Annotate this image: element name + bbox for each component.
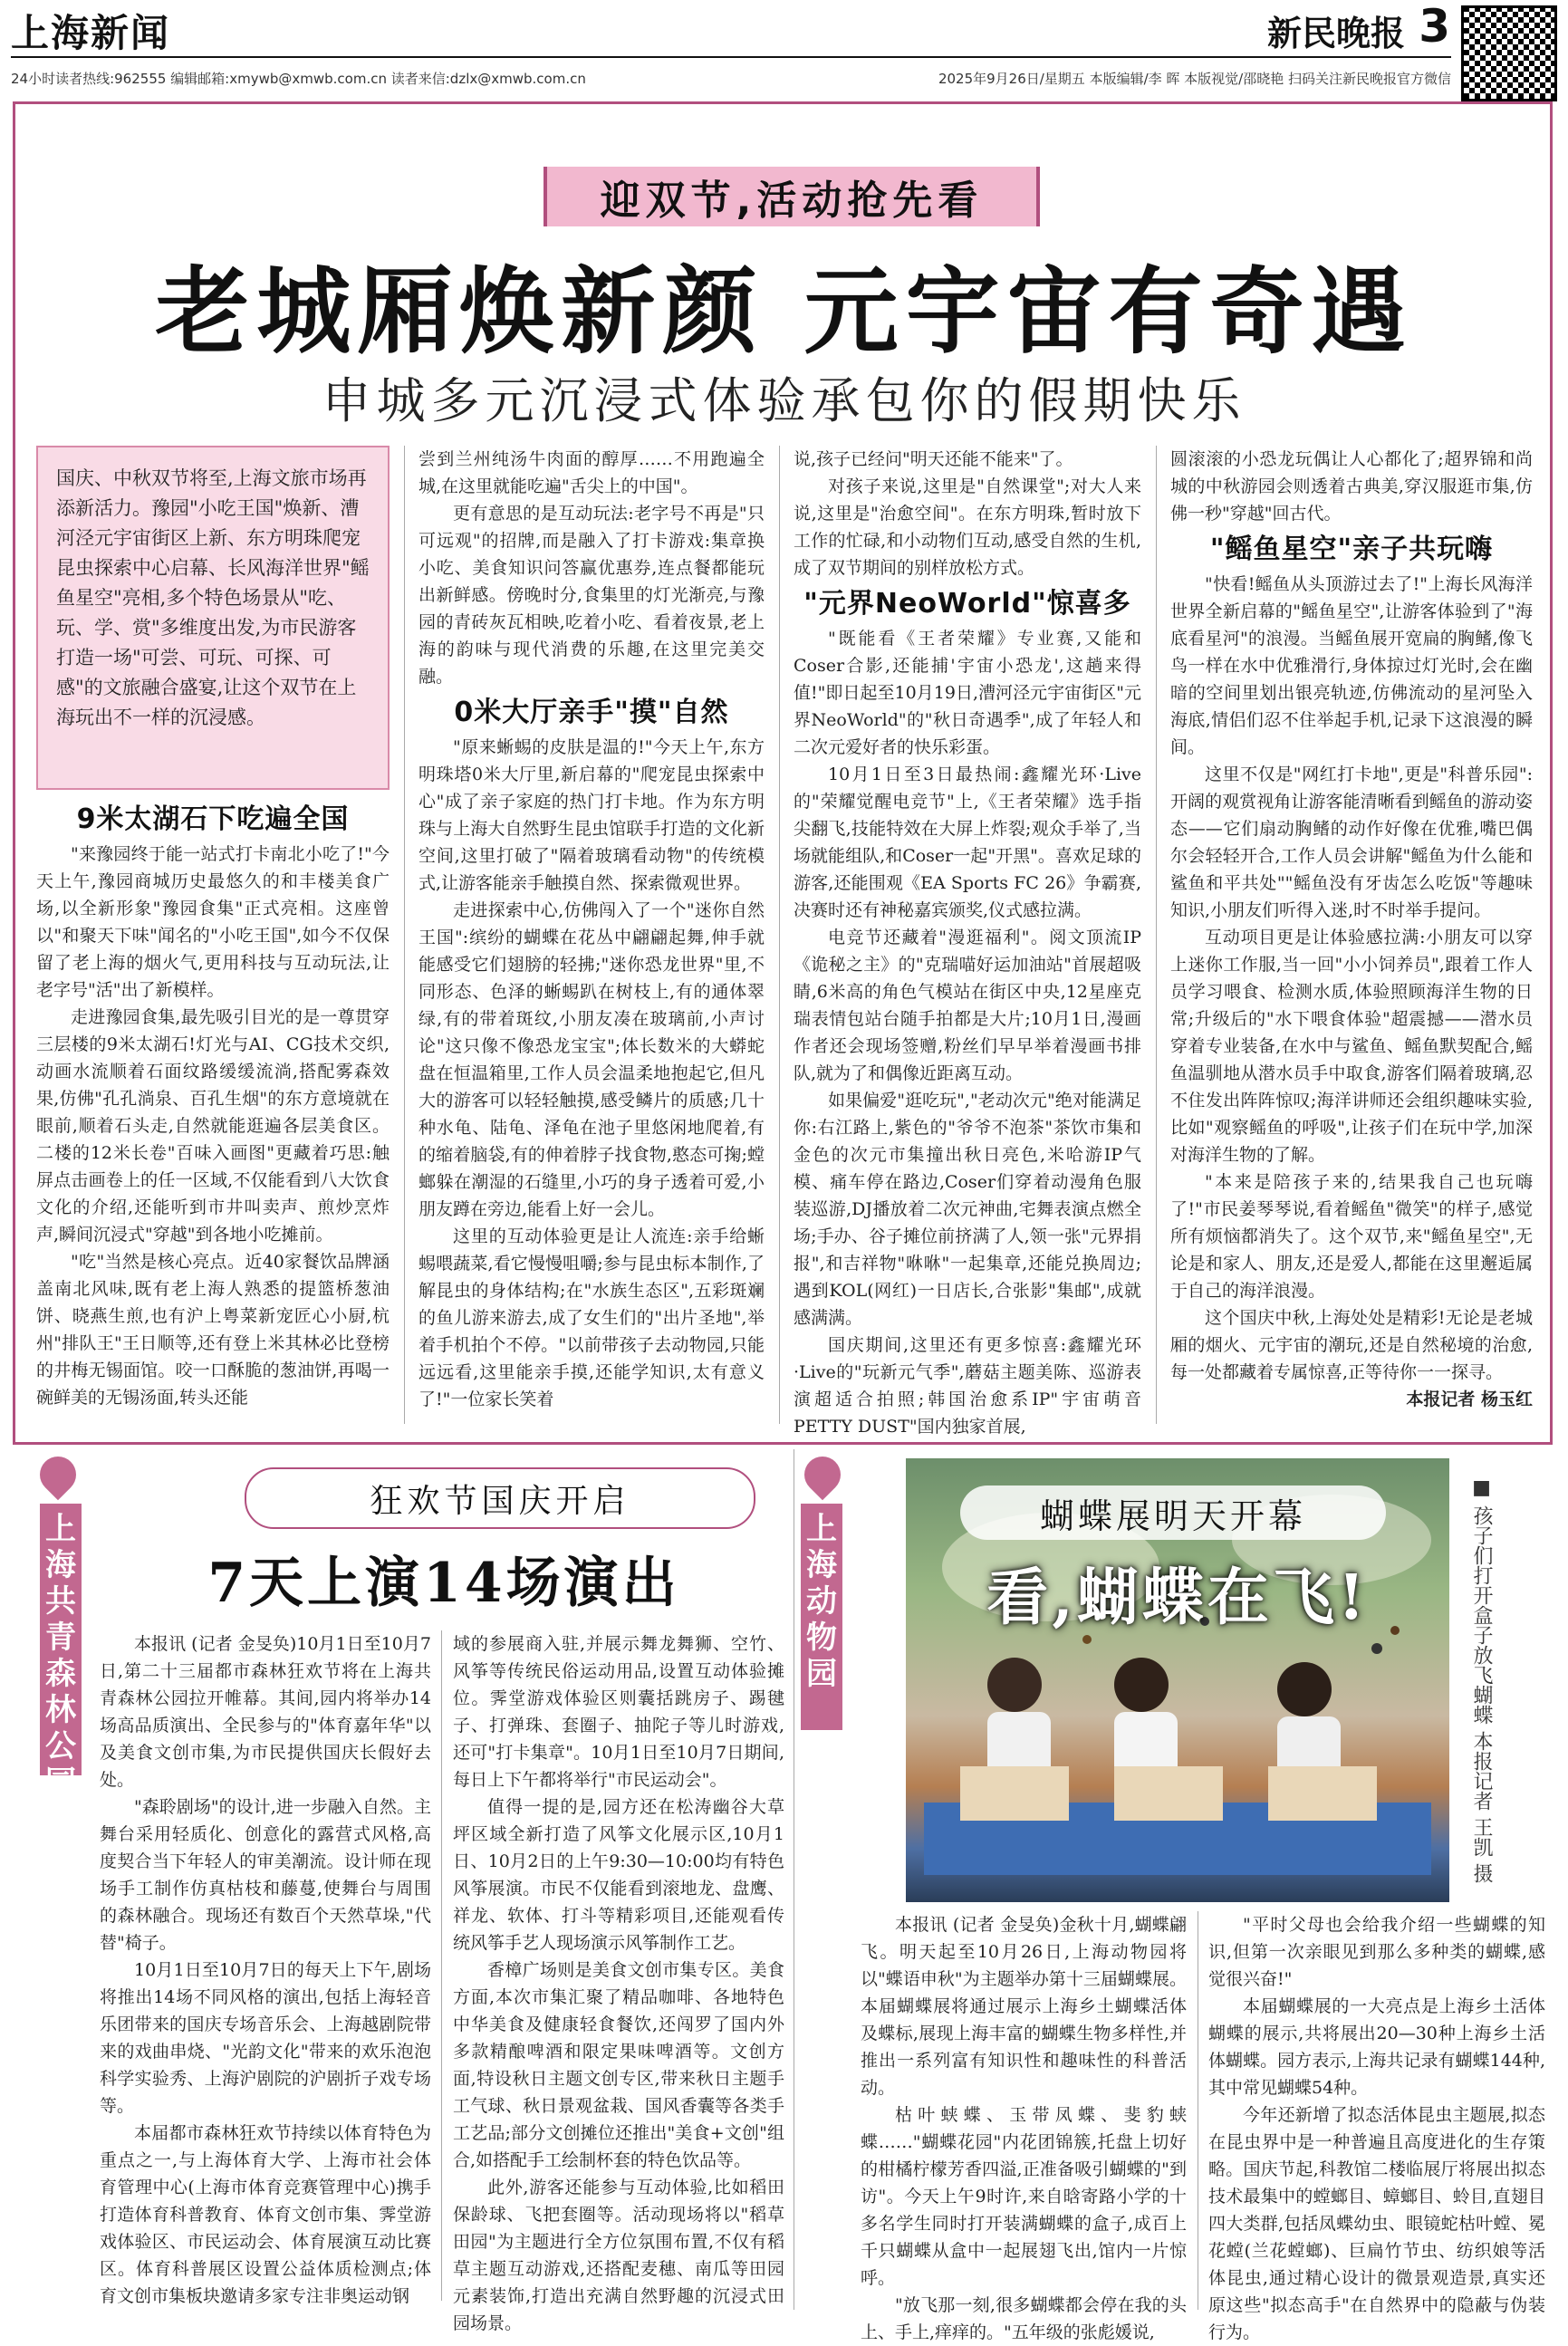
feature-column-4 bbox=[1170, 446, 1533, 1424]
feature-column-1 bbox=[36, 797, 390, 1422]
paragraph: "平时父母也会给我介绍一些蝴蝶的知识,但第一次亲眼见到那么多种类的蝴蝶,感觉很兴奋!" bbox=[1208, 1915, 1545, 1989]
reader-hotline: 24小时读者热线:962555 编辑邮箱:xmywb@xmwb.com.cn 读者来信:dzlx@xmwb.com.cn bbox=[11, 71, 586, 87]
article-deck: 蝴蝶展明天开幕 bbox=[960, 1485, 1386, 1540]
paragraph: 本届都市森林狂欢节持续以体育特色为重点之一,与上海体育大学、上海市社会体育管理中心(上海市体育竞赛管理中心)携手打造体育科普教育、体育文创市集、霁堂游戏体验区、市民运动会、体育展演互动比赛区。体育科普展区设置公益体质检测点;体育文创市集板块邀请多家专注非奥运动钢 bbox=[100, 2123, 431, 2306]
paragraph: 10月1日至10月7日的每天上下午,剧场将推出14场不同风格的演出,包括上海轻音乐团带来的国庆专场音乐会、上海越剧院带来的戏曲串烧、"光韵文化"带来的欢乐泡泡科学实验秀、上海沪剧院的沪剧折子戏专场等。 bbox=[100, 1960, 431, 2116]
paragraph: 对孩子来说,这里是"自然课堂";对大人来说,这里是"治愈空间"。在东方明珠,暂时放下工作的忙碌,和小动物们互动,感受自然的生机,成了双节期间的别样放松方式。 bbox=[794, 476, 1141, 578]
paragraph: 尝到兰州纯汤牛肉面的醇厚……不用跑遍全城,在这里就能吃遍"舌尖上的中国"。 bbox=[418, 449, 765, 496]
lead-text: 国庆、中秋双节将至,上海文旅市场再添新活力。豫园"小吃王国"焕新、漕河泾元宇宙街区上新、东方明珠爬宠昆虫探索中心启幕、长风海洋世界"鳐鱼星空"亮相,多个特色场景从"吃、玩、学、赏"多维度出发,为市民游客打造一场"可尝、可玩、可探、可感"的文旅融合盛宴,让这个双节在上海玩出不一样的沉浸感。 bbox=[56, 467, 370, 728]
paragraph: 今年还新增了拟态活体昆虫主题展,拟态在昆虫界中是一种普遍且高度进化的生存策略。国庆节起,科教馆二楼临展厅将展出拟态技术最集中的螳螂目、蟑螂目、蛉目,直翅目四大类群,包括凤蝶幼虫、眼镜蛇枯叶螳、冕花螳(兰花螳螂)、巨扁竹节虫、纺织娘等活体昆虫,通过精心设计的微景观造景,真实还原这些"拟态高手"在自然界中的隐蔽与伪装行为。 bbox=[1208, 2105, 1545, 2342]
column-rule bbox=[441, 1630, 442, 2301]
lead-box bbox=[36, 446, 390, 790]
article-column-2 bbox=[1208, 1911, 1545, 2342]
page-number: 3 bbox=[1419, 0, 1450, 53]
section-title: 上海新闻 bbox=[11, 11, 171, 55]
paragraph: "本来是陪孩子来的,结果我自己也玩嗨了!"市民姜琴琴说,看着鳐鱼"微笑"的样子,感觉所有烦恼都消失了。这个双节,来"鳐鱼星空",无论是和家人、朋友,还是爱人,都能在这里邂逅属于自己的海洋浪漫。 bbox=[1170, 1172, 1533, 1301]
location-tag: 上海共青森林公园 bbox=[40, 1504, 82, 1775]
column-rule bbox=[404, 446, 405, 1424]
paragraph: 如果偏爱"逛吃玩","老动次元"绝对能满足你:右江路上,紫色的"爷爷不泡茶"茶饮市集和金色的次元市集撞出秋日亮色,米哈游IP气模、痛车停在路边,Coser们穿着动漫角色服装巡游,DJ播放着二次元神曲,宅舞表演点燃全场;手办、谷子摊位前挤满了人,领一张"元界捐报",和吉祥物"咻咻"一起集章,还能兑换周边;遇到KOL(网红)一日店长,合张影"集邮",成就感满满。 bbox=[794, 1091, 1141, 1328]
byline: 本报记者 杨玉红 bbox=[1406, 1389, 1533, 1409]
paragraph: 圆滚滚的小恐龙玩偶让人心都化了;超界锦和尚城的中秋游园会则透着古典美,穿汉服逛市集,仿佛一秒"穿越"回古代。 bbox=[1170, 449, 1533, 524]
paragraph: 说,孩子已经问"明天还能不能来"了。 bbox=[794, 449, 1073, 469]
feature-column-2 bbox=[418, 446, 765, 1424]
paragraph: "来豫园终于能一站式打卡南北小吃了!"今天上午,豫园商城历史最悠久的和丰楼美食广场,以全新形象"豫园食集"正式亮相。这座曾以"和聚天下味"闻名的"小吃王国",如今不仅保留了老上海的烟火气,更用科技与互动玩法,让老字号"活"出了新模样。 bbox=[36, 844, 390, 1000]
paragraph: 域的参展商入驻,并展示舞龙舞狮、空竹、风筝等传统民俗运动用品,设置互动体验摊位。霁堂游戏体验区则囊括跳房子、踢毽子、打弹珠、套圈子、抽陀子等儿时游戏,还可"打卡集章"。10月1日至10月7日期间,每日上下午都将举行"市民运动会"。 bbox=[453, 1634, 784, 1790]
photo-caption: ■ 孩子们打开盒子放飞蝴蝶 本报记者 王凯 摄 bbox=[1470, 1476, 1493, 1883]
section-heading: "鳐鱼星空"亲子共玩嗨 bbox=[1209, 534, 1494, 565]
paragraph: 这里的互动体验更是让人流连:亲手给蜥蜴喂蔬菜,看它慢慢咀嚼;参与昆虫标本制作,了解昆虫的身体结构;在"水族生态区",五彩斑斓的鱼儿游来游去,成了女生们的"出片圣地",举着手机拍个不停。"以前带孩子去动物园,只能远远看,这里能亲手摸,还能学知识,太有意义了!"一位家长笑着 bbox=[418, 1226, 765, 1409]
feature-headline: 老城厢焕新颜 元宇宙有奇遇 bbox=[155, 256, 1413, 367]
paragraph: 这里不仅是"网红打卡地",更是"科普乐园":开阔的观赏视角让游客能清晰看到鳐鱼的游动姿态——它们扇动胸鳍的动作好像在优雅,嘴巴偶尔会轻轻开合,工作人员会讲解"鳐鱼为什么能和鲨鱼和平共处""鳐鱼没有牙齿怎么吃饭"等趣味知识,小朋友们听得入迷,时不时举手提问。 bbox=[1170, 764, 1533, 920]
paragraph: 本届蝴蝶展的一大亮点是上海乡土活体蝴蝶的展示,共将展出20—30种上海乡土活体蝴蝶。园方表示,上海共记录有蝴蝶144种,其中常见蝴蝶54种。 bbox=[1208, 1996, 1545, 2098]
paragraph: 这个国庆中秋,上海处处是精彩!无论是老城厢的烟火、元宇宙的潮玩,还是自然秘境的治愈,每一处都藏着专属惊喜,正等待你一一探寻。 bbox=[1170, 1308, 1533, 1382]
article-headline: 看,蝴蝶在飞! bbox=[986, 1562, 1369, 1634]
location-tag: 上海动物园 bbox=[801, 1504, 842, 1730]
section-heading: 0米大厅亲手"摸"自然 bbox=[454, 697, 729, 728]
feature-column-3 bbox=[794, 446, 1141, 1437]
paragraph: 枯叶蛱蝶、玉带凤蝶、斐豹蛱蝶……"蝴蝶花园"内花团锦簇,托盘上切好的柑橘柠檬芳香四溢,正准备吸引蝴蝶的"到访"。今天上午9时许,来自晗寄路小学的十多名学生同时打开装满蝴蝶的盒子,成百上千只蝴蝶从盒中一起展翅飞出,馆内一片惊呼。 bbox=[861, 2105, 1187, 2288]
feature-subheadline: 申城多元沉浸式体验承包你的假期快乐 bbox=[322, 372, 1246, 429]
paragraph: "既能看《王者荣耀》专业赛,又能和Coser合影,还能捕'宇宙小恐龙',这趟来得值!"即日起至10月19日,漕河泾元宇宙街区"元界NeoWorld"的"秋日奇遇季",成了年轻人和二次元爱好者的快乐彩蛋。 bbox=[794, 629, 1141, 757]
location-pin-icon bbox=[33, 1449, 84, 1501]
paragraph: 互动项目更是让体验感拉满:小朋友可以穿上迷你工作服,当一回"小小饲养员",跟着工作人员学习喂食、检测水质,体验照顾海洋生物的日常;升级后的"水下喂食体验"超震撼——潜水员穿着专业装备,在水中与鲨鱼、鳐鱼默契配合,鳐鱼温驯地从潜水员手中取食,游客们隔着玻璃,忍不住发出阵阵惊叹;海洋讲师还会组织趣味实验,比如"观察鳐鱼的呼吸",让孩子们在玩中学,加深对海洋生物的了解。 bbox=[1170, 928, 1533, 1165]
paragraph: 10月1日至3日最热闹:鑫耀光环·Live的"荣耀觉醒电竞节"上,《王者荣耀》选手指尖翻飞,技能特效在大屏上炸裂;观众手举了,当场就能组队,和Coser一起"开黑"。喜欢足球的游客,还能围观《EA Sports FC 26》争霸赛,决赛时还有神秘嘉宾颁奖,仪式感拉满。 bbox=[794, 764, 1141, 920]
article-column-1 bbox=[100, 1630, 431, 2310]
article-deck: 狂欢节国庆开启 bbox=[245, 1467, 755, 1529]
paragraph: "快看!鳐鱼从头顶游过去了!"上海长风海洋世界全新启幕的"鳐鱼星空",让游客体验到了"海底看星河"的浪漫。当鳐鱼展开宽扁的胸鳍,像飞鸟一样在水中优雅滑行,身体掠过灯光时,会在幽暗的空间里划出银亮轨迹,仿佛流动的星河坠入海底,情侣们忍不住举起手机,记录下这浪漫的瞬间。 bbox=[1170, 574, 1533, 757]
header-divider bbox=[11, 56, 1451, 58]
date-line: 2025年9月26日/星期五 本版编辑/李 晖 本版视觉/邵晓艳 扫码关注新民晚报官方微信 bbox=[938, 71, 1451, 87]
paragraph: 走进豫园食集,最先吸引目光的是一尊贯穿三层楼的9米太湖石!灯光与AI、CG技术交织,动画水流顺着石面纹路缓缓流淌,搭配雾森效果,仿佛"孔孔淌泉、百孔生烟"的东方意境就在眼前,顺着石头走,自然就能逛遍各层美食区。二楼的12米长卷"百味入画图"更藏着巧思:触屏点击画卷上的任一区域,不仅能看到八大饮食文化的介绍,还能听到市井叫卖声、煎炒烹炸声,瞬间沉浸式"穿越"到各地小吃摊前。 bbox=[36, 1007, 390, 1245]
feature-kicker: 迎双节,活动抢先看 bbox=[600, 178, 984, 224]
qr-code-icon[interactable] bbox=[1461, 5, 1557, 101]
paragraph: 本报讯 (记者 金旻奂)金秋十月,蝴蝶翩飞。明天起至10月26日,上海动物园将以"蝶语申秋"为主题举办第十三届蝴蝶展。本届蝴蝶展将通过展示上海乡土蝴蝶活体及蝶标,展现上海丰富的蝴蝶生物多样性,并推出一系列富有知识性和趣味性的科普活动。 bbox=[861, 1915, 1187, 2098]
section-heading: 9米太湖石下吃遍全国 bbox=[76, 803, 350, 835]
paragraph: 国庆期间,这里还有更多惊喜:鑫耀光环·Live的"玩新元气季",蘑菇主题美陈、巡游表演超适合拍照;韩国治愈系IP"宇宙萌音 PETTY DUST"国内独家首展, bbox=[794, 1335, 1141, 1437]
paragraph: 本报讯 (记者 金旻奂)10月1日至10月7日,第二十三届都市森林狂欢节将在上海共青森林公园拉开帷幕。其间,园内将举办14场高品质演出、全民参与的"体育嘉年华"以及美食文创市集,为市民提供国庆长假好去处。 bbox=[100, 1634, 431, 1790]
paragraph: "放飞那一刻,很多蝴蝶都会停在我的头上、手上,痒痒的。"五年级的张彪媛说, bbox=[861, 2295, 1187, 2342]
paragraph: "森聆剧场"的设计,进一步融入自然。主舞台采用轻质化、创意化的露营式风格,高度契合当下年轻人的审美潮流。设计师在现场手工制作仿真枯枝和藤蔓,使舞台与周围的森林融合。现场还有数百个天然草垛,"代替"椅子。 bbox=[100, 1797, 431, 1953]
paragraph: 香樟广场则是美食文创市集专区。美食方面,本次市集汇聚了精品咖啡、各地特色中华美食及健康轻食餐饮,还闯罗了国内外多款精酿啤酒和限定果味啤酒等。文创方面,特设秋日主题文创专区,带来秋日主题手工气球、秋日景观盆栽、国风香囊等各类手工艺品;部分文创摊位还推出"美食+文创"组合,如搭配手工绘制杯套的特色饮品等。 bbox=[453, 1960, 784, 2170]
section-heading: "元界NeoWorld"惊喜多 bbox=[803, 588, 1131, 620]
kicker-bar bbox=[544, 167, 1040, 226]
paragraph: 走进探索中心,仿佛闯入了一个"迷你自然王国":缤纷的蝴蝶在花丛中翩翩起舞,伸手就能感受它们翅膀的轻拂;"迷你恐龙世界"里,不同形态、色泽的蜥蜴趴在树枝上,有的通体翠绿,有的带着斑纹,小朋友凑在玻璃前,小声讨论"这只像不像恐龙宝宝";体长数米的大蟒蛇盘在恒温箱里,工作人员会温柔地抱起它,但凡大的游客可以轻轻触摸,感受鳞片的质感;几十种水龟、陆龟、泽龟在池子里悠闲地爬着,有的缩着脑袋,有的伸着脖子找食物,憨态可掬;螳螂躲在潮湿的石缝里,小巧的身子透着可爱,小朋友蹲在旁边,能看上好一会儿。 bbox=[418, 900, 765, 1219]
article-column-1 bbox=[861, 1911, 1187, 2342]
newspaper-brand: 新民晚报 bbox=[1266, 13, 1405, 53]
paragraph: "原来蜥蜴的皮肤是温的!"今天上午,东方明珠塔0米大厅里,新启幕的"爬宠昆虫探索中心"成了亲子家庭的热门打卡地。作为东方明珠与上海大自然野生昆虫馆联手打造的文化新空间,这里打破了"隔着玻璃看动物"的传统模式,让游客能亲手触摸自然、探索微观世界。 bbox=[418, 737, 765, 893]
column-rule bbox=[1156, 446, 1157, 1424]
paragraph: 值得一提的是,园方还在松涛幽谷大草坪区域全新打造了风筝文化展示区,10月1日、10月2日的上午9:30—10:00均有特色风筝展演。市民不仅能看到滚地龙、盘鹰、祥龙、软体、打斗等精彩项目,还能观看传统风筝手艺人现场演示风筝制作工艺。 bbox=[453, 1797, 784, 1953]
paragraph: 此外,游客还能参与互动体验,比如稻田保龄球、飞把套圈等。活动现场将以"稻草田园"为主题进行全方位氛围布置,不仅有稻草主题互动游戏,还搭配麦穗、南瓜等田园元素装饰,打造出充满自然野趣的沉浸式田园场景。 bbox=[453, 2178, 784, 2333]
paragraph: 更有意思的是互动玩法:老字号不再是"只可远观"的招牌,而是融入了打卡游戏:集章换小吃、美食知识问答赢优惠券,连点餐都能玩出新鲜感。傍晚时分,食集里的灯光渐亮,与豫园的青砖灰瓦相映,吃着小吃、看着夜景,老上海的韵味与现代消费的乐趣,在这里完美交融。 bbox=[418, 504, 765, 687]
article-headline: 7天上演14场演出 bbox=[207, 1552, 680, 1615]
column-rule bbox=[779, 446, 780, 1424]
article-column-2 bbox=[453, 1630, 784, 2333]
paragraph: 电竞节还藏着"漫逛福利"。阅文顶流IP《诡秘之主》的"克瑞喵好运加油站"首展超吸睛,6米高的角色气模站在街区中央,12星座克瑞表情包站台随手拍都是大片;10月1日,漫画作者还会现场签赠,粉丝们早早举着漫画书排队,就为了和偶像近距离互动。 bbox=[794, 928, 1141, 1083]
paragraph: "吃"当然是核心亮点。近40家餐饮品牌涵盖南北风味,既有老上海人熟悉的提篮桥葱油饼、晓燕生煎,也有沪上粤菜新宠匠心小厨,杭州"排队王"王日顺等,还有登上米其林必比登榜的井梅无锡面馆。咬一口酥脆的葱油饼,再喝一碗鲜美的无锡汤面,转头还能 bbox=[36, 1252, 390, 1408]
info-line bbox=[11, 69, 1451, 88]
location-pin-icon bbox=[797, 1449, 849, 1501]
